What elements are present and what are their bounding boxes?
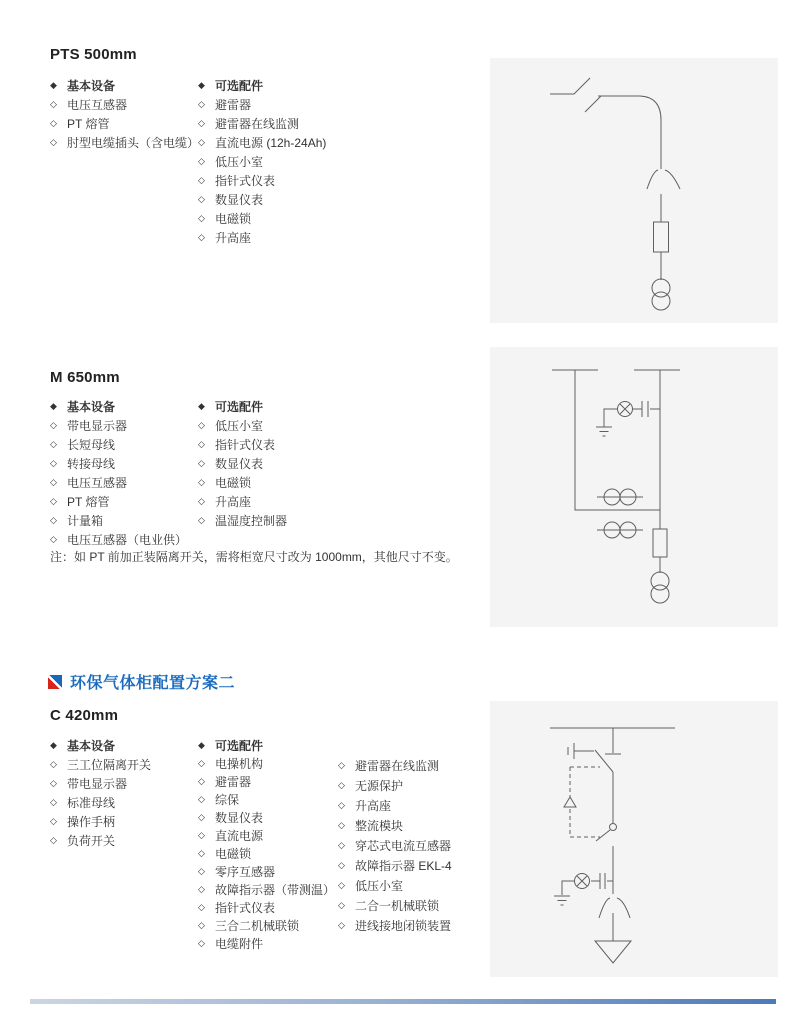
list-item xyxy=(50,473,187,492)
list-item xyxy=(198,826,335,844)
diamond-hollow-icon: ◇ xyxy=(198,420,205,430)
list-item xyxy=(198,754,335,772)
model-title-pts500: PTS 500mm xyxy=(50,46,137,63)
diamond-hollow-icon: ◇ xyxy=(198,99,205,109)
voltage-transformer-symbol xyxy=(651,572,669,603)
diamond-hollow-icon: ◇ xyxy=(338,799,345,810)
list-item xyxy=(198,133,326,152)
current-transformer-pair-symbol xyxy=(597,522,643,538)
list-item-label: 标准母线 xyxy=(67,796,116,810)
diamond-hollow-icon: ◇ xyxy=(198,793,205,804)
list-item xyxy=(338,915,452,935)
list-item xyxy=(198,492,287,511)
list-item-label: 电压互感器（电业供） xyxy=(67,533,188,547)
diamond-solid-icon: ◆ xyxy=(50,740,57,750)
list-item-label: 温湿度控制器 xyxy=(215,514,288,528)
diamond-hollow-icon: ◇ xyxy=(198,213,205,223)
ground-symbol xyxy=(554,896,570,905)
list-item-label: 长短母线 xyxy=(67,438,116,452)
list-header-label: 可选配件 xyxy=(215,738,264,753)
diamond-hollow-icon: ◇ xyxy=(198,458,205,468)
c420-optional-list xyxy=(198,736,335,952)
list-item-label: 电操机构 xyxy=(215,756,264,771)
diamond-hollow-icon: ◇ xyxy=(50,118,57,128)
diamond-hollow-icon: ◇ xyxy=(198,829,205,840)
conductor-line xyxy=(575,370,660,510)
diamond-hollow-icon: ◇ xyxy=(198,232,205,242)
list-item xyxy=(50,133,199,152)
model-title-m650: M 650mm xyxy=(50,369,120,386)
list-item-label: 指针式仪表 xyxy=(215,900,276,915)
list-item xyxy=(338,815,452,835)
list-item xyxy=(50,114,199,133)
list-item-label: PT 熔管 xyxy=(67,117,110,131)
list-item xyxy=(198,772,335,790)
separable-connector-symbol xyxy=(647,170,680,189)
diamond-solid-icon: ◆ xyxy=(50,401,57,411)
diamond-hollow-icon: ◇ xyxy=(338,919,345,930)
list-item xyxy=(50,793,151,812)
list-item-label: 指针式仪表 xyxy=(215,438,276,452)
diamond-hollow-icon: ◇ xyxy=(338,839,345,850)
diamond-hollow-icon: ◇ xyxy=(50,439,57,449)
ground-symbol xyxy=(596,427,612,436)
list-item-label: 低压小室 xyxy=(215,155,264,169)
list-item-label: 数显仪表 xyxy=(215,810,264,825)
diamond-hollow-icon: ◇ xyxy=(198,811,205,822)
list-item-label: 指针式仪表 xyxy=(215,174,276,188)
list-item xyxy=(338,835,452,855)
pts500-optional-list xyxy=(198,76,326,247)
diamond-hollow-icon: ◇ xyxy=(198,156,205,166)
diamond-hollow-icon: ◇ xyxy=(50,137,57,147)
list-item-label: 直流电源 xyxy=(215,828,264,843)
pts500-basic-list xyxy=(50,76,199,152)
list-item-label: 数显仪表 xyxy=(215,457,264,471)
fuse-symbol xyxy=(653,529,667,573)
diamond-hollow-icon: ◇ xyxy=(198,919,205,930)
pts500-diagram-panel xyxy=(490,58,778,323)
list-header-label: 基本设备 xyxy=(67,400,116,414)
list-item xyxy=(338,795,452,815)
diamond-hollow-icon: ◇ xyxy=(50,496,57,506)
list-item-label: 电压互感器 xyxy=(67,476,128,490)
list-item xyxy=(50,511,187,530)
list-item-label: PT 熔管 xyxy=(67,495,110,509)
list-item xyxy=(198,862,335,880)
list-item xyxy=(198,898,335,916)
three-position-disconnector-symbol xyxy=(595,750,613,823)
diamond-hollow-icon: ◇ xyxy=(198,137,205,147)
list-item xyxy=(198,511,287,530)
list-item-label: 电磁锁 xyxy=(215,846,252,861)
diamond-hollow-icon: ◇ xyxy=(198,901,205,912)
list-item-label: 穿芯式电流互感器 xyxy=(355,838,452,853)
m650-note: 注：如 PT 前加正装隔离开关，需将柜宽尺寸改为 1000mm，其他尺寸不变。 xyxy=(50,550,458,564)
list-item-label: 二合一机械联锁 xyxy=(355,898,440,913)
list-header xyxy=(198,736,335,754)
list-item-label: 升高座 xyxy=(355,798,392,813)
m650-basic-list xyxy=(50,397,187,549)
diamond-hollow-icon: ◇ xyxy=(50,534,57,544)
list-item xyxy=(198,454,287,473)
list-item-label: 无源保护 xyxy=(355,778,404,793)
list-item-label: 带电显示器 xyxy=(67,419,128,433)
diamond-hollow-icon: ◇ xyxy=(50,458,57,468)
list-header xyxy=(50,76,199,95)
list-item-label: 进线接地闭锁装置 xyxy=(355,918,452,933)
list-item xyxy=(338,895,452,915)
diamond-hollow-icon: ◇ xyxy=(198,847,205,858)
diamond-hollow-icon: ◇ xyxy=(338,819,345,830)
current-transformer-pair-symbol xyxy=(597,489,643,505)
list-item xyxy=(198,171,326,190)
list-item xyxy=(50,454,187,473)
list-item-label: 零序互感器 xyxy=(215,864,276,879)
list-item xyxy=(50,435,187,454)
section-header xyxy=(48,670,235,693)
diamond-hollow-icon: ◇ xyxy=(198,496,205,506)
cable-termination-symbol xyxy=(595,941,631,963)
list-item-label: 数显仪表 xyxy=(215,193,264,207)
list-item xyxy=(198,152,326,171)
diamond-solid-icon: ◆ xyxy=(198,401,205,411)
list-item-label: 带电显示器 xyxy=(67,777,128,791)
diamond-hollow-icon: ◇ xyxy=(198,515,205,525)
diamond-hollow-icon: ◇ xyxy=(50,515,57,525)
list-item-label: 三工位隔离开关 xyxy=(67,758,152,772)
diamond-hollow-icon: ◇ xyxy=(50,420,57,430)
list-item xyxy=(50,95,199,114)
list-item xyxy=(198,209,326,228)
list-item xyxy=(50,492,187,511)
earthing-contact-symbol xyxy=(568,743,594,759)
list-item-label: 升高座 xyxy=(215,495,252,509)
diamond-hollow-icon: ◇ xyxy=(198,118,205,128)
diamond-hollow-icon: ◇ xyxy=(198,757,205,768)
list-item xyxy=(338,775,452,795)
c420-diagram-panel xyxy=(490,701,778,977)
diamond-hollow-icon: ◇ xyxy=(338,759,345,770)
model-title-c420: C 420mm xyxy=(50,707,119,724)
list-item-label: 肘型电缆插头（含电缆） xyxy=(67,136,200,150)
diamond-solid-icon: ◆ xyxy=(198,739,205,750)
list-item-label: 负荷开关 xyxy=(67,834,116,848)
list-header xyxy=(50,736,151,755)
list-item xyxy=(50,416,187,435)
diamond-hollow-icon: ◇ xyxy=(338,879,345,890)
list-item xyxy=(198,916,335,934)
diamond-hollow-icon: ◇ xyxy=(198,194,205,204)
list-item-label: 避雷器 xyxy=(215,98,252,112)
m650-diagram-panel xyxy=(490,347,778,627)
diamond-hollow-icon: ◇ xyxy=(198,477,205,487)
diamond-hollow-icon: ◇ xyxy=(50,759,57,769)
footer-accent-bar xyxy=(30,999,776,1004)
diamond-hollow-icon: ◇ xyxy=(198,775,205,786)
list-item-label: 故障指示器（带测温） xyxy=(215,882,336,897)
list-item xyxy=(198,473,287,492)
diamond-hollow-icon: ◇ xyxy=(198,439,205,449)
list-item-label: 转接母线 xyxy=(67,457,116,471)
list-item-label: 避雷器 xyxy=(215,774,252,789)
list-header-label: 基本设备 xyxy=(67,79,116,93)
list-header-label: 基本设备 xyxy=(67,739,116,753)
list-item-label: 低压小室 xyxy=(355,878,404,893)
list-header xyxy=(198,76,326,95)
list-item xyxy=(198,95,326,114)
list-item-label: 低压小室 xyxy=(215,419,264,433)
list-item xyxy=(338,755,452,775)
list-item xyxy=(338,855,452,875)
list-item-label: 故障指示器 EKL-4 xyxy=(355,858,452,873)
voltage-indicator-lamp-symbol xyxy=(562,873,613,895)
diamond-hollow-icon: ◇ xyxy=(338,899,345,910)
diamond-hollow-icon: ◇ xyxy=(50,835,57,845)
list-item xyxy=(198,416,287,435)
list-item-label: 整流模块 xyxy=(355,818,404,833)
voltage-indicator-lamp-symbol xyxy=(604,401,660,427)
list-header-label: 可选配件 xyxy=(215,400,264,414)
diamond-hollow-icon: ◇ xyxy=(50,99,57,109)
interlock-triangle-icon xyxy=(564,797,576,807)
diamond-hollow-icon: ◇ xyxy=(50,778,57,788)
diamond-solid-icon: ◆ xyxy=(50,80,57,90)
list-item xyxy=(50,831,151,850)
list-item-label: 直流电源 (12h-24Ah) xyxy=(215,136,327,150)
diamond-hollow-icon: ◇ xyxy=(50,816,57,826)
fuse-symbol xyxy=(654,222,669,280)
list-item xyxy=(50,774,151,793)
list-item-label: 三合二机械联锁 xyxy=(215,918,300,933)
list-item xyxy=(50,755,151,774)
c420-basic-list xyxy=(50,736,151,850)
list-item-label: 操作手柄 xyxy=(67,815,116,829)
diamond-hollow-icon: ◇ xyxy=(338,859,345,870)
list-item xyxy=(198,790,335,808)
list-header xyxy=(198,397,287,416)
diamond-hollow-icon: ◇ xyxy=(338,779,345,790)
pts500-single-line-diagram xyxy=(490,58,778,323)
list-item-label: 电压互感器 xyxy=(67,98,128,112)
list-item-label: 电缆附件 xyxy=(215,936,264,951)
list-item xyxy=(198,934,335,952)
list-item xyxy=(338,875,452,895)
diamond-hollow-icon: ◇ xyxy=(50,797,57,807)
list-item xyxy=(198,808,335,826)
list-item xyxy=(198,880,335,898)
list-header xyxy=(50,397,187,416)
list-item xyxy=(198,190,326,209)
list-item-label: 避雷器在线监测 xyxy=(355,758,440,773)
list-item-label: 电磁锁 xyxy=(215,476,252,490)
list-item xyxy=(198,228,326,247)
list-item-label: 避雷器在线监测 xyxy=(215,117,300,131)
mechanical-interlock-symbol xyxy=(570,767,600,837)
list-item-label: 综保 xyxy=(215,792,240,807)
section-header-label: 环保气体柜配置方案二 xyxy=(70,675,236,692)
list-item-label: 电磁锁 xyxy=(215,212,252,226)
list-item xyxy=(50,530,187,549)
c420-optional-list-2 xyxy=(338,755,452,935)
diamond-hollow-icon: ◇ xyxy=(198,175,205,185)
c420-single-line-diagram xyxy=(490,701,778,977)
diamond-solid-icon: ◆ xyxy=(198,80,205,90)
list-item xyxy=(198,435,287,454)
voltage-transformer-symbol xyxy=(652,279,670,310)
list-item xyxy=(50,812,151,831)
m650-optional-list xyxy=(198,397,287,530)
load-break-switch-symbol xyxy=(596,824,617,895)
diamond-hollow-icon: ◇ xyxy=(198,937,205,948)
list-item xyxy=(198,844,335,862)
list-header-label: 可选配件 xyxy=(215,79,264,93)
list-item xyxy=(198,114,326,133)
diamond-hollow-icon: ◇ xyxy=(198,865,205,876)
separable-connector-symbol xyxy=(599,898,630,918)
section-marker-icon xyxy=(48,675,62,689)
diamond-hollow-icon: ◇ xyxy=(50,477,57,487)
cable-break-symbol xyxy=(550,78,661,169)
m650-single-line-diagram xyxy=(490,347,778,627)
list-item-label: 升高座 xyxy=(215,231,252,245)
diamond-hollow-icon: ◇ xyxy=(198,883,205,894)
list-item-label: 计量箱 xyxy=(67,514,104,528)
